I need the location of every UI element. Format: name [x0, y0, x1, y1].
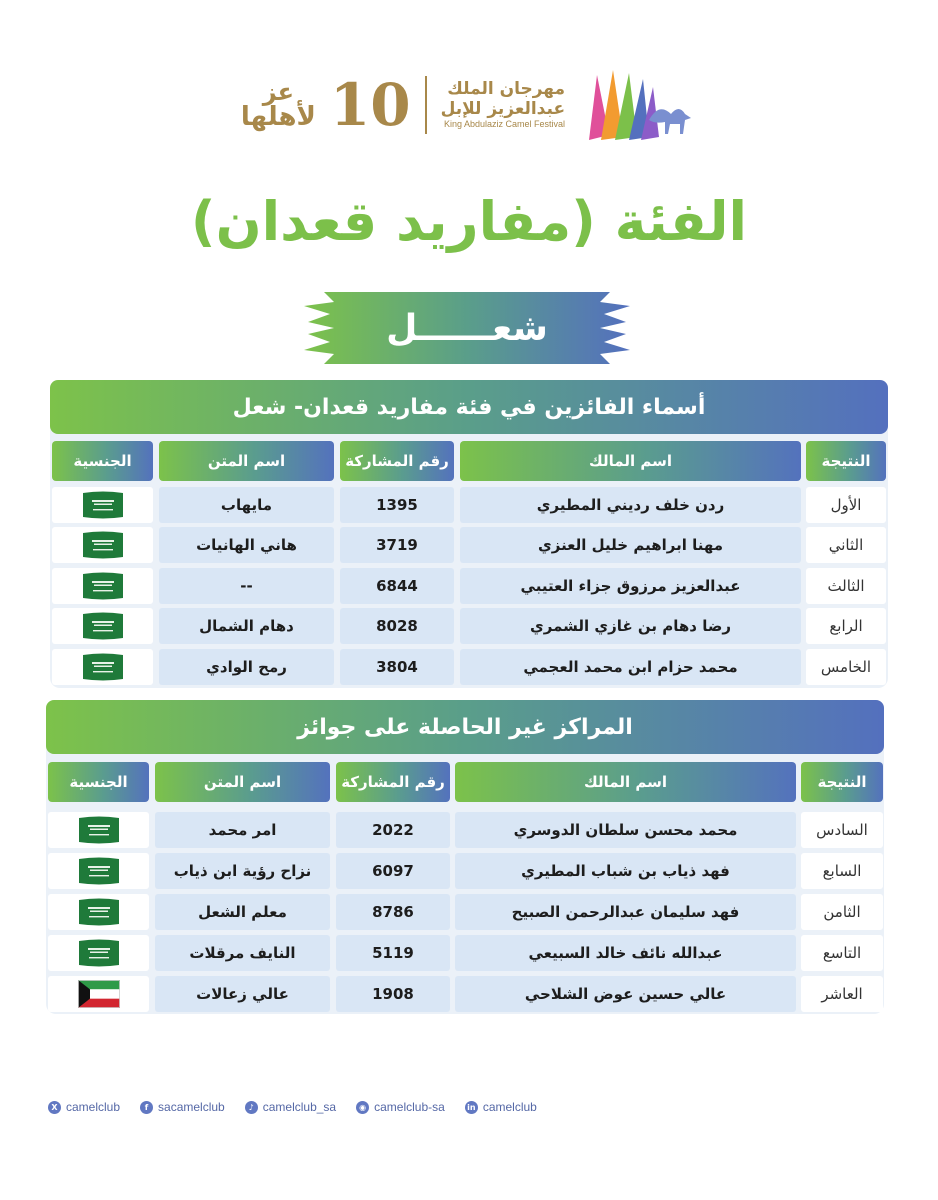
non-winner-owner-cell: عبدالله نائف خالد السبيعي — [455, 935, 796, 971]
saudi-flag-icon — [78, 857, 120, 885]
snapchat-icon: ◉ — [356, 1101, 369, 1114]
social-link-linkedin[interactable] — [465, 1100, 537, 1114]
social-handle: camelclub — [482, 1100, 537, 1114]
winner-camel-name-cell: هاني الهانيات — [159, 527, 334, 563]
non-winners-header-nationality: الجنسية — [48, 762, 149, 802]
non-winners-header-camel: اسم المتن — [155, 762, 330, 802]
social-handle: sacamelclub — [158, 1100, 225, 1114]
social-handle: camelclub-sa — [374, 1100, 445, 1114]
social-link-snapchat[interactable] — [356, 1100, 445, 1114]
non-winner-entry-number-cell: 8786 — [336, 894, 450, 930]
non-winners-header-owner: اسم المالك — [455, 762, 796, 802]
winner-result-cell: الرابع — [806, 608, 886, 644]
winner-nationality-cell — [52, 487, 153, 523]
saudi-flag-icon — [82, 612, 124, 640]
edition-number: 10 — [329, 71, 411, 139]
non-winner-entry-number-cell: 5119 — [336, 935, 450, 971]
saudi-flag-icon — [78, 939, 120, 967]
non-winner-owner-cell: محمد محسن سلطان الدوسري — [455, 812, 796, 848]
saudi-flag-icon — [82, 653, 124, 681]
linkedin-icon: in — [465, 1101, 478, 1114]
social-handle: camelclub_sa — [262, 1100, 337, 1114]
decorative-pattern-strip — [48, 1030, 880, 1060]
non-winner-result-cell: التاسع — [801, 935, 883, 971]
winner-owner-cell: مهنا ابراهيم خليل العنزي — [460, 527, 801, 563]
non-winner-nationality-cell — [48, 853, 149, 889]
winner-nationality-cell — [52, 649, 153, 685]
winner-result-cell: الأول — [806, 487, 886, 523]
non-winner-owner-cell: فهد ذياب بن شباب المطيري — [455, 853, 796, 889]
non-winner-result-cell: الثامن — [801, 894, 883, 930]
header-logos — [240, 60, 700, 150]
winner-nationality-cell — [52, 568, 153, 604]
non-winner-camel-name-cell: عالي زعالات — [155, 976, 330, 1012]
winner-nationality-cell — [52, 527, 153, 563]
saudi-flag-icon — [78, 816, 120, 844]
festival-camel-logo-icon — [579, 65, 699, 145]
slogan-line1: عز — [262, 78, 295, 106]
non-winner-owner-cell: عالي حسين عوض الشلاحي — [455, 976, 796, 1012]
kuwait-flag-icon — [78, 980, 120, 1008]
winners-header-owner: اسم المالك — [460, 441, 801, 481]
winners-header-nationality: الجنسية — [52, 441, 153, 481]
non-winner-result-cell: العاشر — [801, 976, 883, 1012]
non-winner-camel-name-cell: النايف مرقلات — [155, 935, 330, 971]
winner-entry-number-cell: 6844 — [340, 568, 454, 604]
social-link-x[interactable] — [48, 1100, 120, 1114]
winner-entry-number-cell: 3719 — [340, 527, 454, 563]
non-winner-nationality-cell — [48, 812, 149, 848]
category-banner — [304, 292, 630, 364]
non-winner-entry-number-cell: 1908 — [336, 976, 450, 1012]
winner-owner-cell: رضا دهام بن غازي الشمري — [460, 608, 801, 644]
social-link-facebook[interactable] — [140, 1100, 225, 1114]
non-winner-camel-name-cell: نزاح رؤية ابن ذياب — [155, 853, 330, 889]
festival-name — [441, 80, 565, 129]
non-winner-entry-number-cell: 2022 — [336, 812, 450, 848]
saudi-flag-icon — [82, 531, 124, 559]
winner-nationality-cell — [52, 608, 153, 644]
winners-heading: أسماء الفائزين في فئة مفاريد قعدان- شعل — [50, 380, 888, 434]
winners-header-entry: رقم المشاركة — [340, 441, 454, 481]
winner-result-cell: الثالث — [806, 568, 886, 604]
winner-entry-number-cell: 1395 — [340, 487, 454, 523]
saudi-flag-icon — [82, 572, 124, 600]
winners-header-camel: اسم المتن — [159, 441, 334, 481]
winner-entry-number-cell: 3804 — [340, 649, 454, 685]
tiktok-instagram-icon: ♪ — [245, 1101, 258, 1114]
winner-result-cell: الثاني — [806, 527, 886, 563]
non-winner-result-cell: السادس — [801, 812, 883, 848]
non-winners-heading: المراكز غير الحاصلة على جوائز — [46, 700, 884, 754]
social-link-tiktok-instagram[interactable] — [245, 1100, 336, 1114]
non-winner-camel-name-cell: امر محمد — [155, 812, 330, 848]
non-winners-header-result: النتيجة — [801, 762, 883, 802]
non-winner-entry-number-cell: 6097 — [336, 853, 450, 889]
winner-camel-name-cell: رمح الوادي — [159, 649, 334, 685]
footer-pattern-strip — [0, 1130, 938, 1200]
x-icon: X — [48, 1101, 61, 1114]
non-winner-nationality-cell — [48, 935, 149, 971]
winner-owner-cell: محمد حزام ابن محمد العجمي — [460, 649, 801, 685]
non-winner-result-cell: السابع — [801, 853, 883, 889]
non-winners-header-entry: رقم المشاركة — [336, 762, 450, 802]
winner-result-cell: الخامس — [806, 649, 886, 685]
winner-entry-number-cell: 8028 — [340, 608, 454, 644]
festival-name-line1: مهرجان الملك — [447, 79, 566, 100]
winner-owner-cell: عبدالعزيز مرزوق جزاء العتيبي — [460, 568, 801, 604]
winner-camel-name-cell: -- — [159, 568, 334, 604]
slogan-line2: لأهلها — [240, 102, 316, 132]
winner-camel-name-cell: مايهاب — [159, 487, 334, 523]
winner-owner-cell: ردن خلف رديني المطيري — [460, 487, 801, 523]
non-winner-owner-cell: فهد سليمان عبدالرحمن الصبيح — [455, 894, 796, 930]
non-winner-nationality-cell — [48, 894, 149, 930]
non-winner-camel-name-cell: معلم الشعل — [155, 894, 330, 930]
page-title: الفئة (مفاريد قعدان) — [190, 190, 748, 253]
slogan-logo — [241, 80, 316, 130]
festival-name-line2: عبدالعزيز للإبل — [440, 98, 566, 119]
logo-divider — [425, 76, 427, 134]
saudi-flag-icon — [78, 898, 120, 926]
facebook-icon: f — [140, 1101, 153, 1114]
winners-header-result: النتيجة — [806, 441, 886, 481]
saudi-flag-icon — [82, 491, 124, 519]
non-winner-nationality-cell — [48, 976, 149, 1012]
festival-name-en: King Abdulaziz Camel Festival — [444, 119, 566, 130]
winner-camel-name-cell: دهام الشمال — [159, 608, 334, 644]
social-links — [48, 1096, 608, 1118]
social-handle: camelclub — [66, 1100, 121, 1114]
banner-label: شعــــــل — [386, 307, 548, 349]
